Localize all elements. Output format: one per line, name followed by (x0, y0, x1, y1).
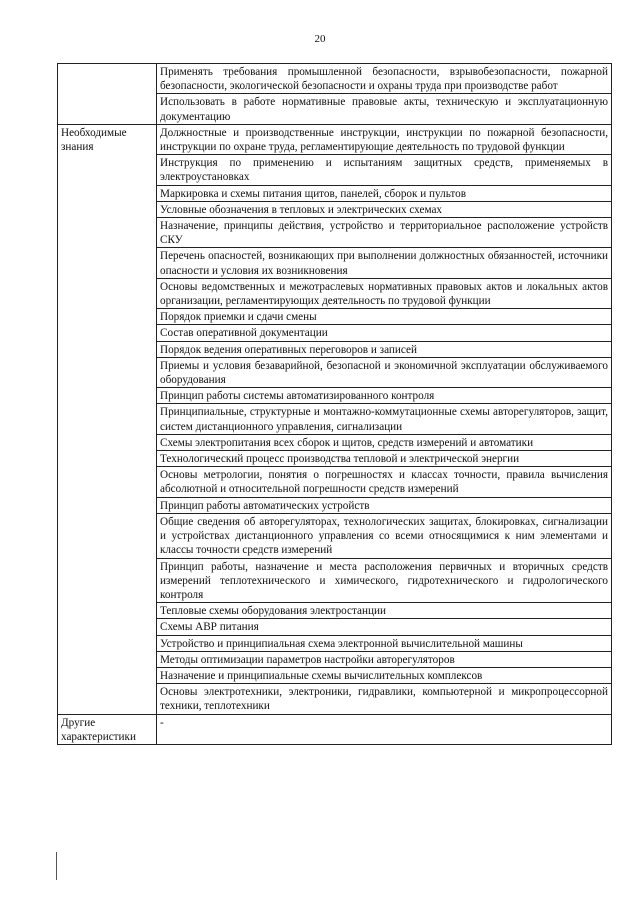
requirement-item: - (157, 714, 612, 744)
requirement-item: Инструкция по применению и испытаниям защитных средств, применяемых в электроустановках (157, 155, 612, 185)
requirement-item: Принцип работы системы автоматизированного контроля (157, 388, 612, 404)
requirement-item: Назначение и принципиальные схемы вычислительных комплексов (157, 667, 612, 683)
requirement-item: Общие сведения об авторегуляторах, технологических защитах, блокировках, сигнализации и устройствах дистанционного управления со всеми относящимися к ним элементами и классы точности средств измерений (157, 513, 612, 558)
requirement-item: Должностные и производственные инструкции, инструкции по пожарной безопасности, инструкции по охране труда, регламентирующие деятельность по трудовой функции (157, 124, 612, 154)
requirement-item: Назначение, принципы действия, устройство и территориальное расположение устройств СКУ (157, 218, 612, 248)
section-label: Другие характеристики (58, 714, 157, 744)
requirement-item: Принцип работы, назначение и места расположения первичных и вторичных средств измерений теплотехнического и химического, гидротехнического и гидрологического контроля (157, 558, 612, 603)
requirement-item: Принцип работы автоматических устройств (157, 497, 612, 513)
page-number: 20 (314, 33, 326, 45)
requirement-item: Тепловые схемы оборудования электростанции (157, 603, 612, 619)
requirement-item: Использовать в работе нормативные правовые акты, техническую и эксплуатационную документацию (157, 94, 612, 124)
requirement-item: Основы метрологии, понятия о погрешностях и классах точности, правила вычисления абсолютной и относительной погрешности средств измерений (157, 467, 612, 497)
margin-mark (56, 852, 57, 880)
requirement-item: Перечень опасностей, возникающих при выполнении должностных обязанностей, источники опасности и условия их возникновения (157, 248, 612, 278)
requirement-item: Маркировка и схемы питания щитов, панелей, сборок и пультов (157, 185, 612, 201)
requirement-item: Состав оперативной документации (157, 325, 612, 341)
table-row (58, 64, 612, 94)
requirement-item: Применять требования промышленной безопасности, взрывобезопасности, пожарной безопасности, экологической безопасности и охраны труда при производстве работ (157, 64, 612, 94)
requirement-item: Основы электротехники, электроники, гидравлики, компьютерной и микропроцессорной техники, теплотехники (157, 684, 612, 714)
requirement-item: Приемы и условия безаварийной, безопасной и экономичной эксплуатации обслуживаемого оборудования (157, 357, 612, 387)
section-label (58, 64, 157, 125)
requirement-item: Порядок приемки и сдачи смены (157, 309, 612, 325)
requirement-item: Схемы электропитания всех сборок и щитов, средств измерений и автоматики (157, 434, 612, 450)
table-row (58, 124, 612, 154)
requirement-item: Условные обозначения в тепловых и электрических схемах (157, 201, 612, 217)
requirement-item: Методы оптимизации параметров настройки авторегуляторов (157, 651, 612, 667)
requirement-item: Основы ведомственных и межотраслевых нормативных правовых актов и локальных актов организации, регламентирующих деятельность по трудовой функции (157, 278, 612, 308)
requirement-item: Технологический процесс производства тепловой и электрической энергии (157, 451, 612, 467)
competency-table (57, 63, 612, 745)
requirement-item: Устройство и принципиальная схема электронной вычислительной машины (157, 635, 612, 651)
section-label: Необходимые знания (58, 124, 157, 714)
requirement-item: Принципиальные, структурные и монтажно-коммутационные схемы авторегуляторов, защит, систем дистанционного управления, сигнализации (157, 404, 612, 434)
requirement-item: Порядок ведения оперативных переговоров и записей (157, 341, 612, 357)
table-body (58, 64, 612, 745)
requirement-item: Схемы АВР питания (157, 619, 612, 635)
table-row (58, 714, 612, 744)
